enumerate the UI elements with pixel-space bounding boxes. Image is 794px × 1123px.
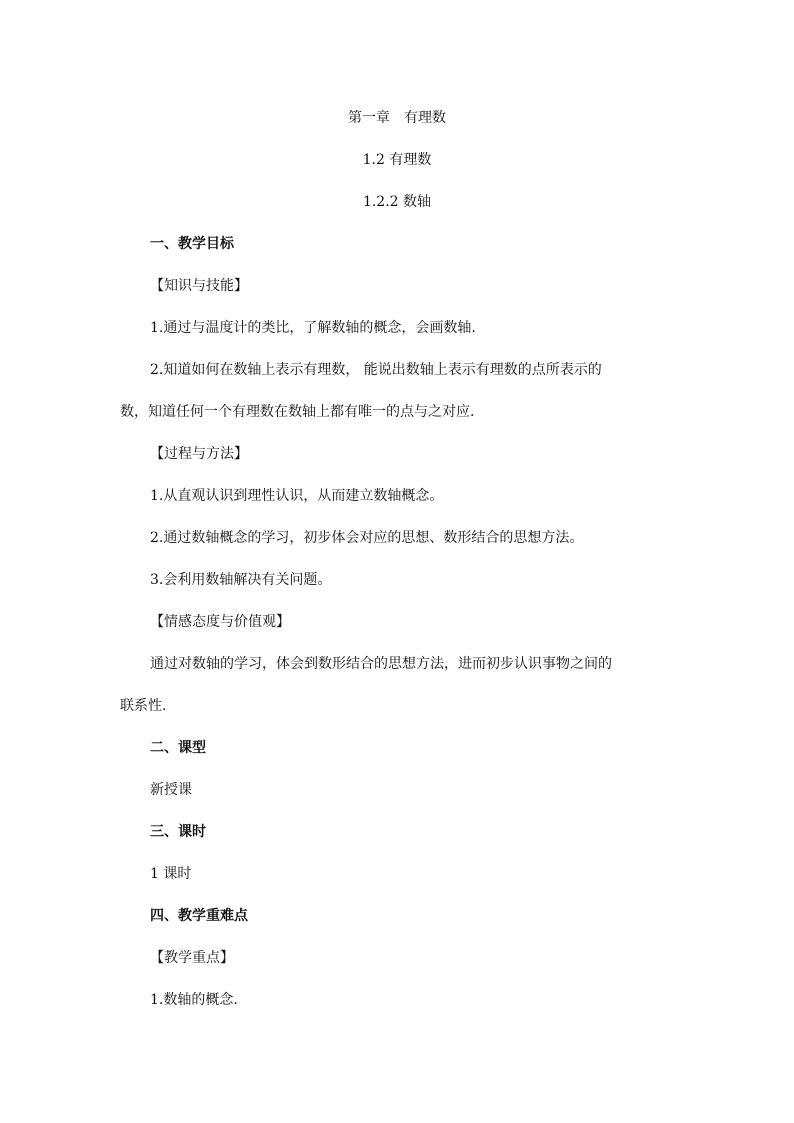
key-point-item-1: 1.数轴的概念. bbox=[150, 992, 238, 1008]
knowledge-item-2-line-1: 2.知道如何在数轴上表示有理数， 能说出数轴上表示有理数的点所表示的 bbox=[150, 362, 602, 378]
process-item-3: 3.会利用数轴解决有关问题。 bbox=[150, 572, 332, 588]
heading-key-points: 四、教学重难点 bbox=[150, 908, 248, 924]
lesson-type-value: 新授课 bbox=[150, 782, 192, 798]
process-item-1: 1.从直观认识到理性认识，从而建立数轴概念。 bbox=[150, 488, 444, 504]
chapter-title: 第一章 有理数 bbox=[348, 110, 446, 126]
heading-objectives: 一、教学目标 bbox=[150, 236, 234, 252]
label-key-points: 【教学重点】 bbox=[150, 950, 234, 966]
attitude-line-2: 联系性. bbox=[120, 698, 167, 714]
label-process: 【过程与方法】 bbox=[150, 446, 248, 462]
heading-periods: 三、课时 bbox=[150, 824, 206, 840]
heading-lesson-type: 二、课型 bbox=[150, 740, 206, 756]
knowledge-item-1: 1.通过与温度计的类比，了解数轴的概念，会画数轴. bbox=[150, 320, 476, 336]
label-attitude: 【情感态度与价值观】 bbox=[150, 614, 290, 630]
attitude-line-1: 通过对数轴的学习，体会到数形结合的思想方法，进而初步认识事物之间的 bbox=[150, 656, 612, 672]
subsection-title: 1.2.2 数轴 bbox=[362, 194, 432, 210]
periods-value: 1 课时 bbox=[150, 866, 192, 882]
label-knowledge: 【知识与技能】 bbox=[150, 278, 248, 294]
knowledge-item-2-line-2: 数，知道任何一个有理数在数轴上都有唯一的点与之对应. bbox=[120, 404, 475, 420]
process-item-2: 2.通过数轴概念的学习，初步体会对应的思想、数形结合的思想方法。 bbox=[150, 530, 584, 546]
section-title: 1.2 有理数 bbox=[362, 152, 432, 168]
